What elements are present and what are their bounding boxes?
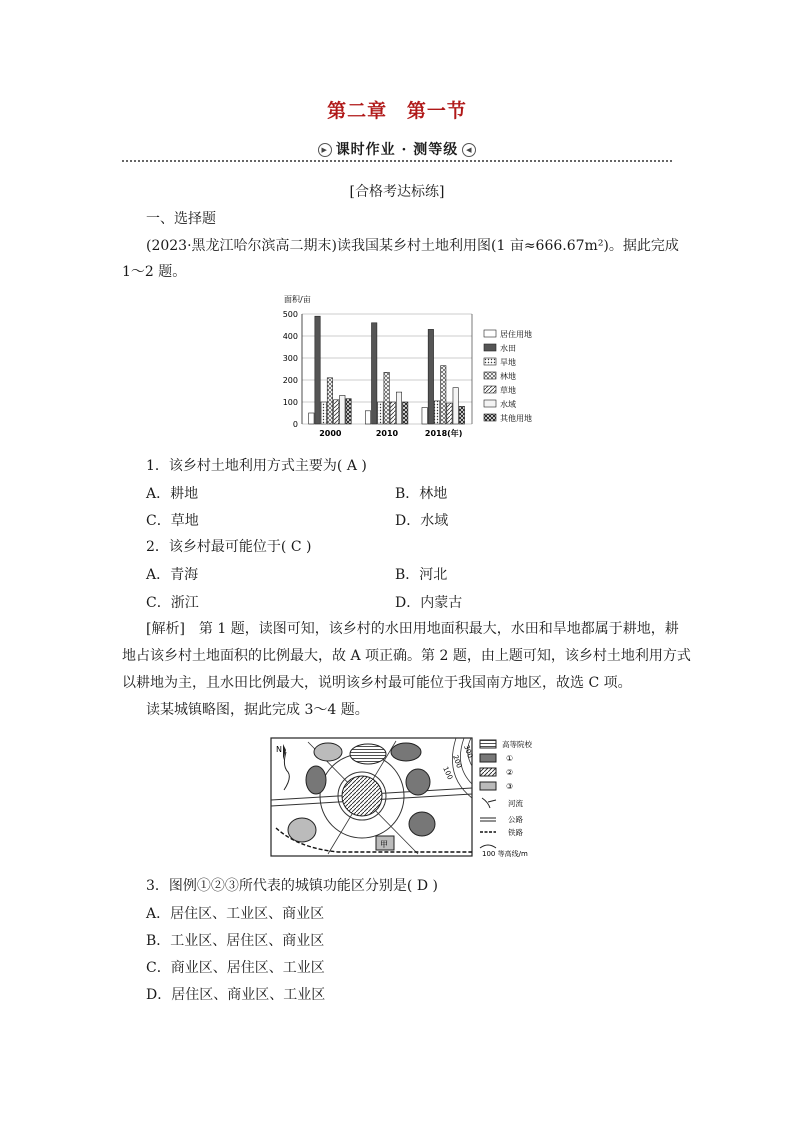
q2-option-a[interactable]: A．青海: [146, 567, 199, 583]
legend-contour-icon: [480, 845, 496, 848]
legend-swatch-university: [480, 740, 496, 748]
legend-label-road: 公路: [508, 815, 523, 824]
bar: [403, 402, 408, 424]
zone-1-west: [306, 766, 326, 794]
q1-option-b[interactable]: B．林地: [395, 486, 448, 502]
chapter-title: 第二章: [327, 100, 388, 122]
q2-option-b[interactable]: B．河北: [395, 567, 448, 583]
legend-label-river: 河流: [508, 799, 523, 808]
legend-swatch-3: [480, 782, 496, 790]
bar: [327, 378, 332, 424]
analysis-line-2: 地占该乡村土地面积的比例最大，故 A 项正确。第 2 题，由上题可知，该乡村土地利用方式: [122, 648, 691, 664]
legend-swatch: [484, 414, 496, 421]
bar: [365, 411, 370, 424]
zone-1-southeast: [409, 812, 435, 836]
contour-label-200: 200: [451, 753, 464, 770]
q3-option-b[interactable]: B．工业区、居住区、商业区: [146, 933, 325, 949]
bar: [453, 388, 458, 424]
north-label: N: [276, 745, 282, 754]
y-tick-label: 500: [282, 310, 298, 319]
q1-stem: 1．该乡村土地利用方式主要为( A ): [146, 458, 367, 474]
banner-text: 课时作业 · 测等级: [335, 142, 459, 158]
dotted-divider: [122, 160, 672, 162]
legend-label: 水域: [500, 400, 516, 409]
bar: [434, 401, 439, 424]
q2-option-c[interactable]: C．浙江: [146, 595, 199, 611]
q3-option-d[interactable]: D．居住区、商业区、工业区: [146, 987, 326, 1003]
zone-1-east: [406, 769, 430, 795]
x-tick-label: 2000: [319, 429, 342, 438]
part-heading: 一、选择题: [146, 211, 216, 227]
x-tick-label: 2010: [375, 429, 399, 438]
q3-stem: 3．图例①②③所代表的城镇功能区分别是( D ): [146, 878, 438, 894]
y-tick-label: 400: [282, 332, 298, 341]
bar: [315, 316, 320, 424]
zone-3-southwest: [288, 818, 316, 842]
legend-label: 草地: [500, 386, 516, 395]
bar: [384, 372, 389, 424]
bar: [333, 400, 338, 424]
bar: [396, 392, 401, 424]
banner-pill: [306, 138, 489, 160]
legend-label-2: ②: [506, 768, 514, 777]
legend-swatch: [484, 400, 496, 407]
intro-1: (2023·黑龙江哈尔滨高二期末)读我国某乡村土地利用图(1 亩≈666.67m²)。据此完成: [146, 238, 679, 254]
y-tick-label: 200: [282, 376, 298, 385]
map-legend: [480, 739, 532, 858]
q3-option-c[interactable]: C．商业区、居住区、工业区: [146, 960, 325, 976]
bar: [372, 323, 377, 424]
bar: [447, 403, 452, 424]
legend-swatch: [484, 330, 496, 337]
legend-label-contour: 100 等高线/m: [482, 850, 528, 858]
q3-option-a[interactable]: A．居住区、工业区、商业区: [146, 906, 325, 922]
bar: [321, 402, 326, 424]
x-tick-label: 2018(年): [424, 429, 463, 438]
y-tick-label: 100: [282, 398, 298, 407]
q1-option-d[interactable]: D．水域: [395, 513, 449, 529]
zone-3-northwest: [314, 743, 342, 761]
place-jia-label: 甲: [380, 840, 388, 849]
university-north: [350, 744, 386, 764]
bar: [422, 408, 427, 425]
zone-1-northeast: [391, 743, 421, 761]
intro-2: 读某城镇略图，据此完成 3～4 题。: [146, 702, 369, 718]
y-tick-label: 300: [282, 354, 298, 363]
q1-option-a[interactable]: A．耕地: [146, 486, 199, 502]
legend-label: 居住用地: [500, 330, 532, 339]
chart-ylabel: 面积/亩: [284, 295, 311, 304]
zone-2-center: [342, 776, 382, 816]
legend-label-university: 高等院校: [502, 740, 532, 749]
legend-label-3: ③: [506, 782, 514, 791]
banner: [0, 138, 794, 160]
bar: [441, 366, 446, 424]
legend-swatch: [484, 344, 496, 351]
legend-label-1: ①: [506, 754, 514, 763]
play-left-icon: ◀: [462, 143, 476, 157]
q1-option-c[interactable]: C．草地: [146, 513, 199, 529]
intro-1b: 1～2 题。: [122, 264, 187, 280]
analysis-line-1: [解析] 第 1 题，读图可知，该乡村的水田用地面积最大，水田和旱地都属于耕地，耕: [146, 621, 679, 637]
legend-label: 水田: [500, 344, 516, 353]
bar: [340, 395, 345, 424]
q2-option-d[interactable]: D．内蒙古: [395, 595, 463, 611]
legend-swatch-1: [480, 754, 496, 762]
town-map: [268, 736, 558, 862]
chart-svg: [262, 292, 552, 444]
legend-label-rail: 铁路: [508, 828, 523, 837]
bar: [459, 406, 464, 424]
section-title: 第一节: [406, 100, 467, 122]
land-use-chart: [262, 292, 552, 444]
contour-label-300: 300: [462, 743, 475, 760]
legend-label: 旱地: [500, 358, 516, 367]
bar: [428, 329, 433, 424]
legend-label: 其他用地: [500, 414, 532, 423]
legend-road-icon: [480, 818, 496, 821]
analysis-line-3: 以耕地为主，且水田比例最大，说明该乡村最可能位于我国南方地区，故选 C 项。: [122, 675, 632, 691]
subtitle: [合格考达标练]: [349, 184, 445, 200]
legend-swatch-2: [480, 768, 496, 776]
bar: [309, 413, 314, 424]
legend-river-icon: [482, 798, 496, 808]
legend-swatch: [484, 386, 496, 393]
play-right-icon: ▶: [318, 143, 332, 157]
y-tick-label: 0: [292, 420, 298, 429]
contour-label-100: 100: [441, 765, 455, 781]
q2-stem: 2．该乡村最可能位于( C ): [146, 539, 312, 555]
legend-swatch: [484, 372, 496, 379]
legend-label: 林地: [500, 372, 516, 381]
bar: [390, 402, 395, 424]
map-svg: [268, 736, 558, 862]
bar: [378, 402, 383, 424]
page-title: [0, 96, 794, 123]
legend-swatch: [484, 358, 496, 365]
bar: [346, 399, 351, 424]
